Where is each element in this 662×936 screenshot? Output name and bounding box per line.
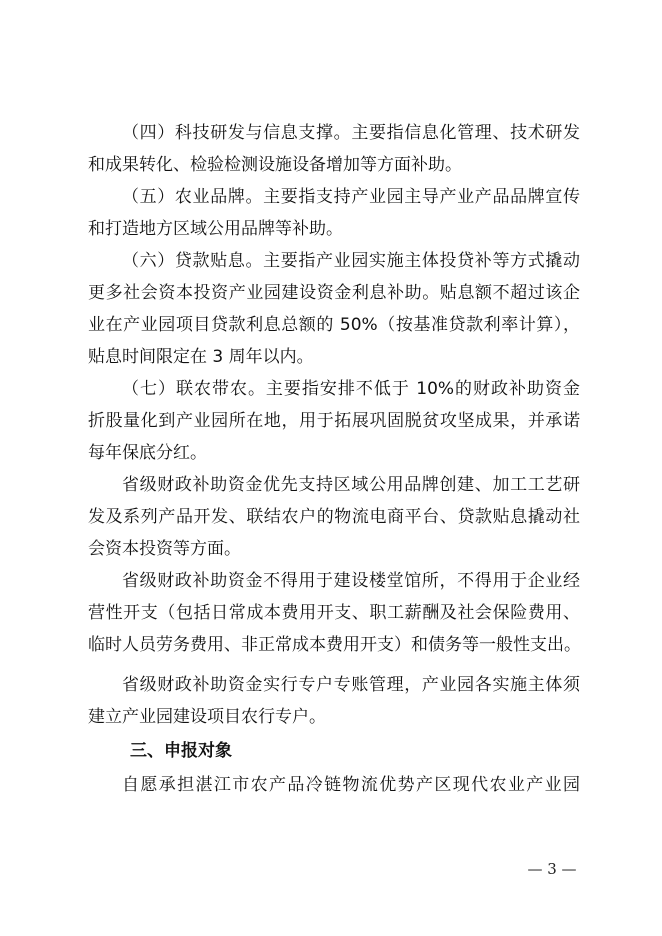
paragraph-line: 每年保底分红。 [88, 443, 207, 463]
paragraph-line: （五）农业品牌。主要指支持产业园主导产业产品品牌宣传 [122, 187, 580, 207]
section-heading: 三、申报对象 [130, 741, 232, 761]
paragraph-line: 和打造地方区域公用品牌等补助。 [88, 219, 343, 239]
paragraph-line: 更多社会资本投资产业园建设资金利息补助。贴息额不超过该企 [88, 283, 580, 303]
paragraph-line: （四）科技研发与信息支撑。主要指信息化管理、技术研发 [122, 123, 580, 143]
paragraph-line: 贴息时间限定在 3 周年以内。 [88, 347, 314, 367]
paragraph-line: 省级财政补助资金实行专户专账管理，产业园各实施主体须 [122, 675, 580, 695]
paragraph-line: 营性开支（包括日常成本费用开支、职工薪酬及社会保险费用、 [88, 603, 580, 623]
page-number: — 3 — [527, 860, 577, 878]
paragraph-line: 折股量化到产业园所在地，用于拓展巩固脱贫攻坚成果，并承诺 [88, 411, 580, 431]
paragraph-line: （七）联农带农。主要指安排不低于 10%的财政补助资金 [122, 379, 580, 399]
paragraph-line: 省级财政补助资金优先支持区域公用品牌创建、加工工艺研 [122, 475, 580, 495]
paragraph-line: 业在产业园项目贷款利息总额的 50%（按基准贷款利率计算）， [88, 315, 580, 335]
paragraph-line: 自愿承担湛江市农产品冷链物流优势产区现代农业产业园 [122, 775, 580, 795]
paragraph-line: 省级财政补助资金不得用于建设楼堂馆所，不得用于企业经 [122, 571, 580, 591]
paragraph-line: 会资本投资等方面。 [88, 539, 241, 559]
paragraph-line: 临时人员劳务费用、非正常成本费用开支）和债务等一般性支出。 [88, 635, 581, 655]
paragraph-line: （六）贷款贴息。主要指产业园实施主体投贷补等方式撬动 [122, 251, 580, 271]
paragraph-line: 和成果转化、检验检测设施设备增加等方面补助。 [88, 155, 462, 175]
paragraph-line: 发及系列产品开发、联结农户的物流电商平台、贷款贴息撬动社 [88, 507, 580, 527]
paragraph-line: 建立产业园建设项目农行专户。 [88, 707, 326, 727]
